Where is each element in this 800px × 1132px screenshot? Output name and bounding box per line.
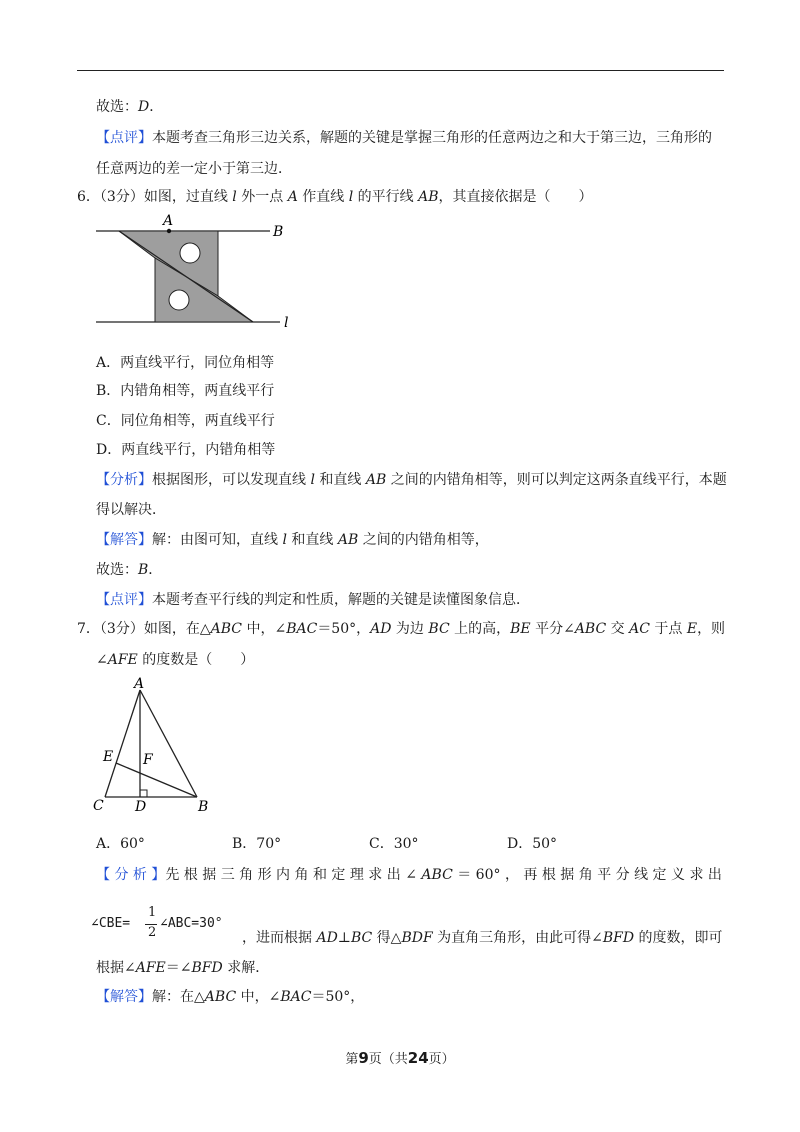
label-e: E bbox=[103, 749, 114, 765]
q7-analysis-line2: ，进而根据 AD⊥BC 得△BDF 为直角三角形，由此可得∠BFD 的度数，即可 bbox=[242, 930, 723, 946]
q6-answer: 故选：B． bbox=[96, 562, 163, 578]
q6-analysis-line2: 得以解决． bbox=[96, 502, 166, 518]
q6-option-c: C．同位角相等，两直线平行 bbox=[96, 413, 275, 429]
right-angle-mark bbox=[140, 790, 147, 797]
label-b: B bbox=[273, 224, 284, 240]
q6-figure bbox=[90, 210, 305, 335]
q6-option-d: D．两直线平行，内错角相等 bbox=[96, 442, 276, 458]
q5-comment-line1: 【点评】本题考查三角形三边关系，解题的关键是掌握三角形的任意两边之和大于第三边，三角形的 bbox=[96, 130, 712, 146]
q7-solution: 【解答】解：在△ABC 中，∠BAC＝50°， bbox=[96, 989, 365, 1005]
q5-answer: 故选：D． bbox=[96, 99, 164, 115]
label-l: l bbox=[284, 315, 289, 331]
label-d: D bbox=[135, 799, 147, 815]
label-c: C bbox=[93, 798, 104, 814]
page-footer: 第9页（共24页） bbox=[345, 1049, 455, 1067]
comment-tag: 【点评】 bbox=[96, 130, 152, 146]
q7-analysis-line3: 根据∠AFE＝∠BFD 求解． bbox=[96, 960, 270, 976]
side-ab bbox=[140, 690, 197, 797]
label-b: B bbox=[198, 799, 209, 815]
label-f: F bbox=[143, 752, 153, 768]
side-ac bbox=[105, 690, 140, 797]
q6-comment: 【点评】本题考查平行线的判定和性质，解题的关键是读懂图象信息． bbox=[96, 592, 530, 608]
q6-analysis-line1: 【分析】根据图形，可以发现直线 l 和直线 AB 之间的内错角相等，则可以判定这两条直线平行，本题 bbox=[96, 472, 727, 488]
formula-cbe: ∠CBE= 1 2 ∠ABC=30° bbox=[91, 905, 223, 940]
q7-option-c: C．30° bbox=[369, 836, 419, 852]
label-a: A bbox=[134, 676, 145, 692]
ruler-hole-lower bbox=[169, 290, 189, 310]
point-a-dot bbox=[167, 229, 171, 233]
q7-figure bbox=[88, 672, 218, 817]
q7-option-b: B．70° bbox=[232, 836, 282, 852]
q7-analysis-line1: 【 分 析 】先 根 据 三 角 形 内 角 和 定 理 求 出 ∠ ABC ＝ 60° ， 再 根 据 角 平 分 线 定 义 求 出 bbox=[96, 867, 722, 883]
ruler-hole-upper bbox=[180, 243, 200, 263]
label-a: A bbox=[163, 213, 174, 229]
q6-stem: 6．（3分）如图，过直线 l 外一点 A 作直线 l 的平行线 AB，其直接依据是（ ） bbox=[77, 189, 593, 205]
q5-comment-line2: 任意两边的差一定小于第三边． bbox=[96, 161, 292, 177]
bisector-be bbox=[116, 763, 197, 797]
q6-option-a: A．两直线平行，同位角相等 bbox=[96, 355, 275, 371]
header-rule bbox=[77, 70, 724, 71]
q6-solution: 【解答】解：由图可知，直线 l 和直线 AB 之间的内错角相等， bbox=[96, 532, 489, 548]
q7-stem-line2: ∠AFE 的度数是（ ） bbox=[96, 652, 255, 668]
q7-stem-line1: 7．（3分）如图，在△ABC 中，∠BAC＝50°，AD 为边 BC 上的高，BE 平分∠ABC 交 AC 于点 E，则 bbox=[77, 621, 726, 637]
q7-option-a: A．60° bbox=[96, 836, 145, 852]
q6-option-b: B．内错角相等，两直线平行 bbox=[96, 383, 275, 399]
q7-option-d: D．50° bbox=[507, 836, 558, 852]
